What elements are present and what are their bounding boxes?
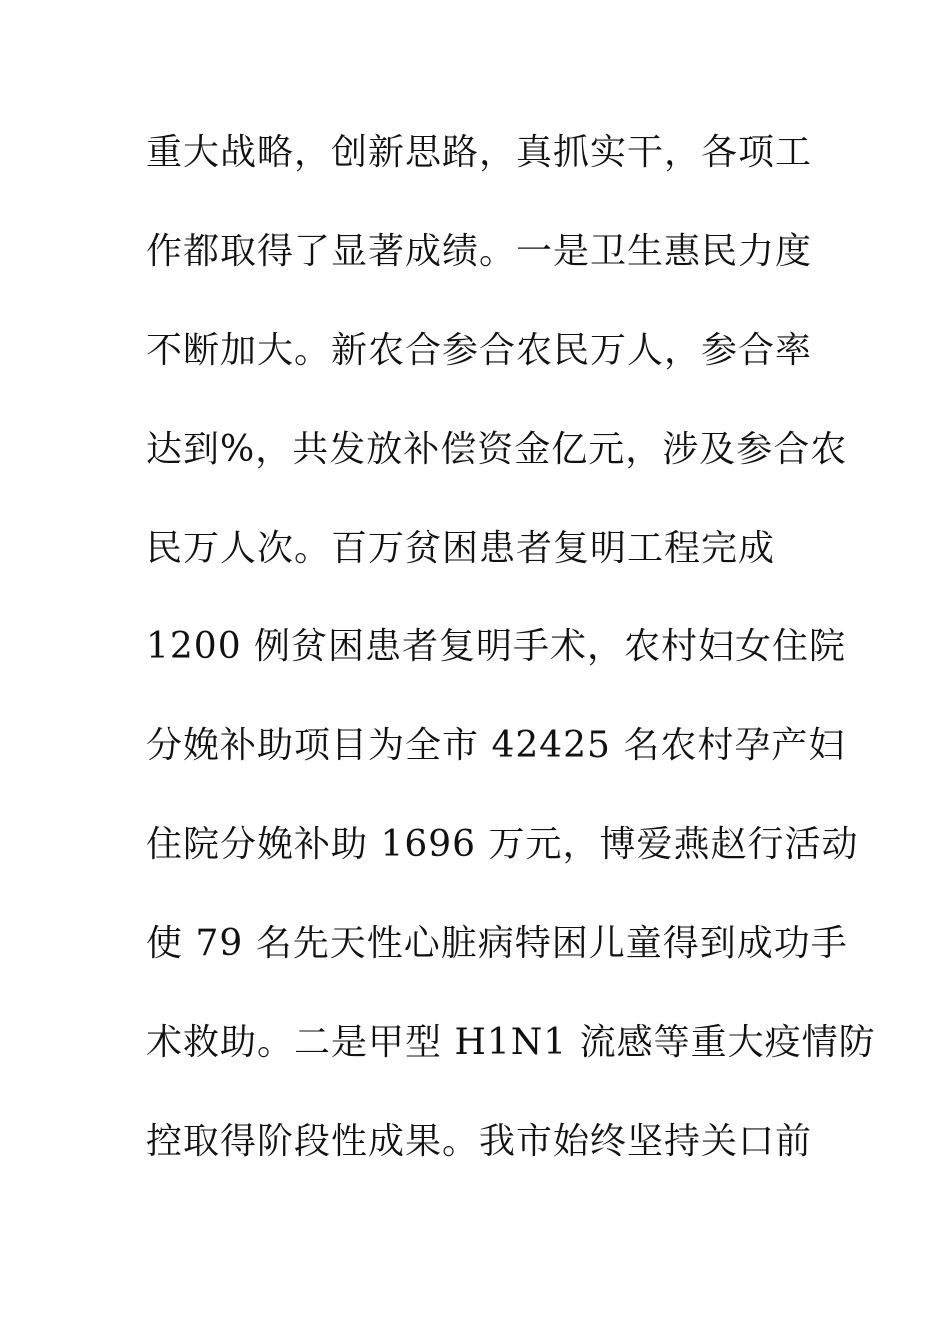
- body-text: [146, 124, 876, 1212]
- text-line: 术救助。二是甲型 H1N1 流感等重大疫情防: [146, 1022, 876, 1064]
- text-line: 住院分娩补助 1696 万元，博爱燕赵行活动: [146, 824, 859, 866]
- text-line: 分娩补助项目为全市 42425 名农村孕产妇: [146, 725, 846, 767]
- text-line: 不断加大。新农合参合农民万人，参合率: [146, 329, 813, 371]
- text-line: 1200 例贫困患者复明手术，农村妇女住院: [146, 626, 847, 668]
- text-line: 达到%，共发放补偿资金亿元，涉及参合农: [146, 428, 848, 470]
- text-line: 作都取得了显著成绩。一是卫生惠民力度: [146, 230, 813, 272]
- text-line: 控取得阶段性成果。我市始终坚持关口前: [146, 1120, 813, 1162]
- text-line: 重大战略，创新思路，真抓实干，各项工: [146, 132, 813, 173]
- text-line: 民万人次。百万贫困患者复明工程完成: [146, 527, 776, 569]
- text-line: 使 79 名先天性心脏病特困儿童得到成功手: [146, 923, 848, 965]
